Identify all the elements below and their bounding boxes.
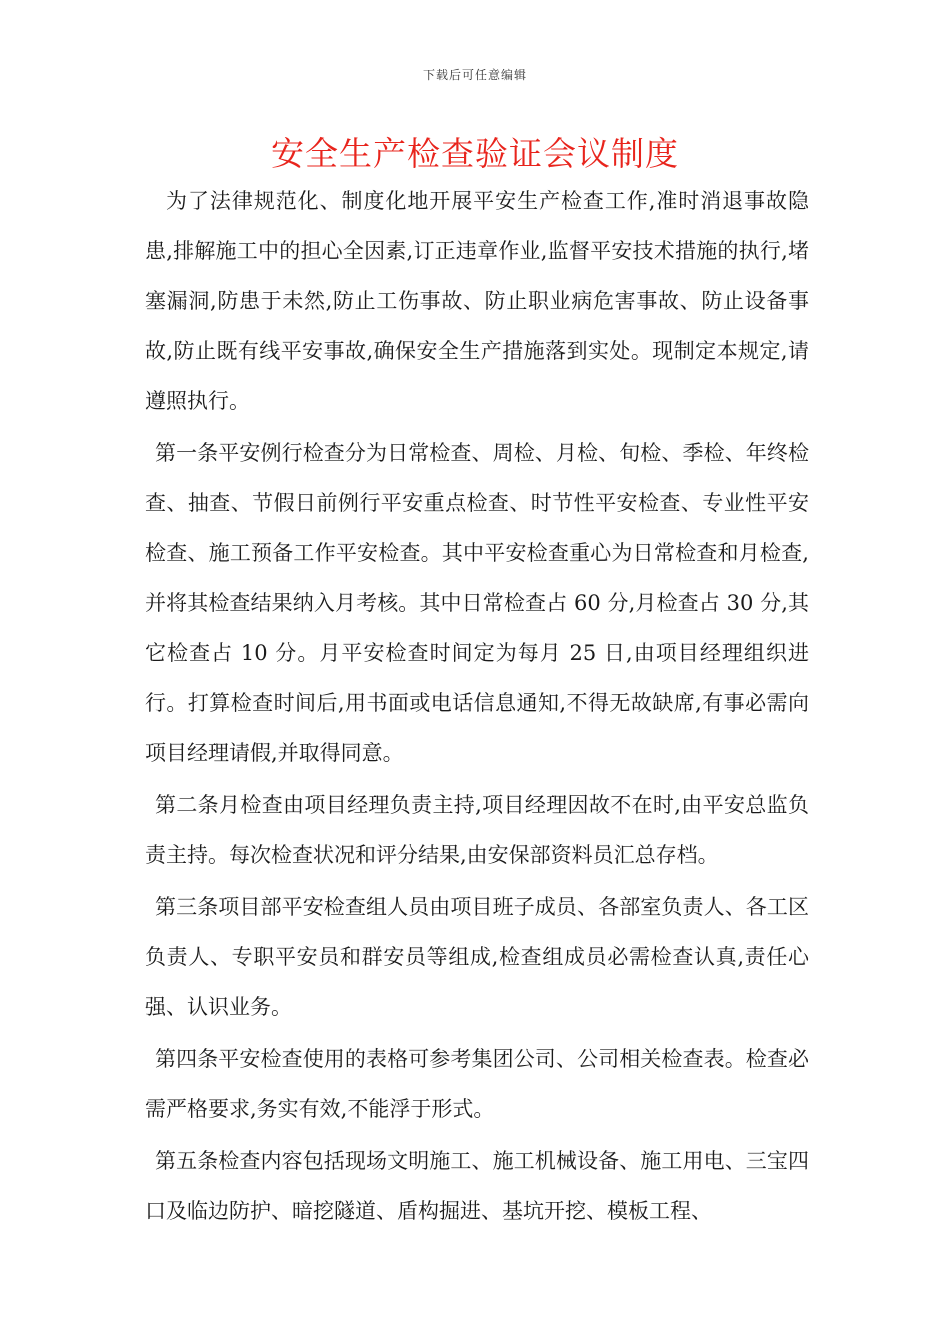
paragraph-article-2: 第二条月检查由项目经理负责主持,项目经理因故不在时,由平安总监负责主持。每次检查状况和评分结果,由安保部资料员汇总存档。 xyxy=(145,793,809,867)
paragraph-article-5: 第五条检查内容包括现场文明施工、施工机械设备、施工用电、三宝四口及临边防护、暗挖隧道、盾构掘进、基坑开挖、模板工程、 xyxy=(145,1149,809,1223)
paragraph-article-1: 第一条平安例行检查分为日常检查、周检、月检、旬检、季检、年终检查、抽查、节假日前例行平安重点检查、时节性平安检查、专业性平安检查、施工预备工作平安检查。其中平安检查重心为日常检查和月检查,并将其检查结果纳入月考核。其中日常检查占 60 分,月检查占 30 分,其它检查占 10 分。月平安检查时间定为每月 25 日,由项目经理组织进行。打算检查时间后,用书面或电话信息通知,不得无故缺席,有事必需向项目经理请假,并取得同意。 xyxy=(145,441,809,765)
paragraph-article-4: 第四条平安检查使用的表格可参考集团公司、公司相关检查表。检查必需严格要求,务实有效,不能浮于形式。 xyxy=(145,1047,809,1121)
header-note: 下载后可任意编辑 xyxy=(422,68,527,82)
document-body xyxy=(145,176,809,1238)
paragraph-article-3: 第三条项目部平安检查组人员由项目班子成员、各部室负责人、各工区负责人、专职平安员和群安员等组成,检查组成员必需检查认真,责任心强、认识业务。 xyxy=(145,895,809,1019)
document-title: 安全生产检查验证会议制度 xyxy=(271,134,679,173)
paragraph-intro: 为了法律规范化、制度化地开展平安生产检查工作,准时消退事故隐患,排解施工中的担心全因素,订正违章作业,监督平安技术措施的执行,堵塞漏洞,防患于未然,防止工伤事故、防止职业病危害事故、防止设备事故,防止既有线平安事故,确保安全生产措施落到实处。现制定本规定,请遵照执行。 xyxy=(145,189,809,413)
